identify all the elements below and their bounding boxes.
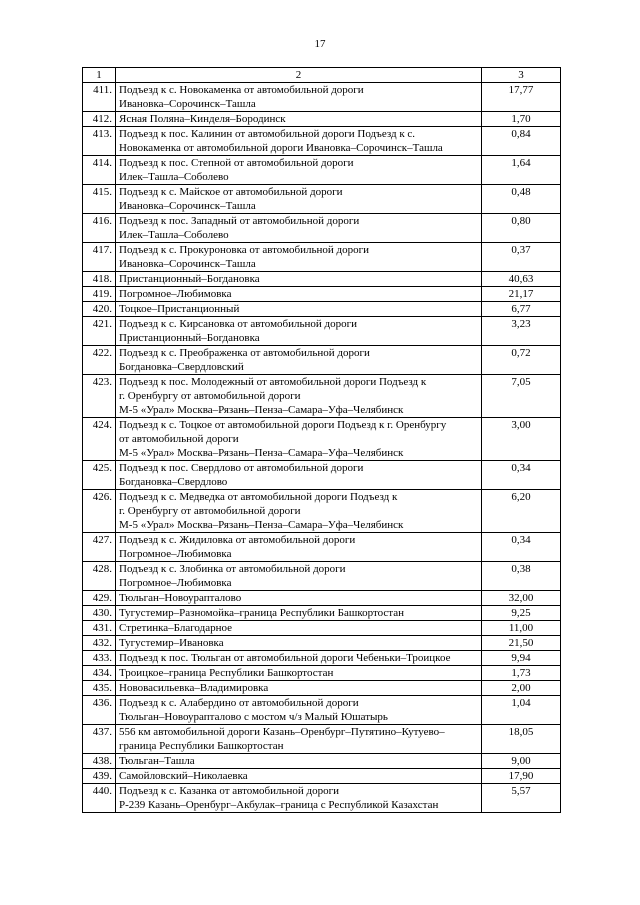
- road-name-line: Пристанционный–Богдановка: [119, 332, 260, 344]
- road-name-line: Самойловский–Николаевка: [119, 770, 248, 782]
- road-name: [116, 287, 482, 302]
- road-name: [116, 651, 482, 666]
- table-row: [83, 651, 561, 666]
- table-row: [83, 83, 561, 112]
- table-row: [83, 636, 561, 651]
- road-name-line: М-5 «Урал» Москва–Рязань–Пенза–Самара–Уфа–Челябинск: [119, 404, 404, 416]
- road-name: [116, 754, 482, 769]
- row-number: 415.: [83, 185, 116, 214]
- row-number: 431.: [83, 621, 116, 636]
- road-name-line: Троицкое–граница Республики Башкортостан: [119, 667, 334, 679]
- row-number: 423.: [83, 375, 116, 418]
- table-row: [83, 156, 561, 185]
- road-length: 1,70: [482, 112, 561, 127]
- road-name-line: Подъезд к пос. Тюльган от автомобильной дороги Чебеньки–Троицкое: [119, 652, 451, 664]
- road-length: 6,77: [482, 302, 561, 317]
- road-length: 11,00: [482, 621, 561, 636]
- road-length: 9,00: [482, 754, 561, 769]
- road-length: 0,72: [482, 346, 561, 375]
- table-row: [83, 725, 561, 754]
- table-row: [83, 533, 561, 562]
- row-number: 425.: [83, 461, 116, 490]
- road-name-line: Илек–Ташла–Соболево: [119, 171, 229, 183]
- road-name: [116, 461, 482, 490]
- table-row: [83, 302, 561, 317]
- table-row: [83, 666, 561, 681]
- road-name: [116, 317, 482, 346]
- road-name-line: Подъезд к пос. Западный от автомобильной дороги: [119, 215, 360, 227]
- road-length: 0,48: [482, 185, 561, 214]
- roads-table: [82, 67, 561, 813]
- road-name-line: Подъезд к с. Прокуроновка от автомобильной дороги: [119, 244, 370, 256]
- road-name-line: г. Оренбургу от автомобильной дороги: [119, 390, 301, 402]
- table-row: [83, 346, 561, 375]
- road-name-line: Подъезд к с. Кирсановка от автомобильной дороги: [119, 318, 358, 330]
- road-name: [116, 243, 482, 272]
- road-name: [116, 346, 482, 375]
- row-number: 438.: [83, 754, 116, 769]
- road-name-line: Илек–Ташла–Соболево: [119, 229, 229, 241]
- row-number: 428.: [83, 562, 116, 591]
- table-row: [83, 214, 561, 243]
- row-number: 420.: [83, 302, 116, 317]
- road-name: [116, 725, 482, 754]
- row-number: 417.: [83, 243, 116, 272]
- row-number: 429.: [83, 591, 116, 606]
- road-name-line: граница Республики Башкортостан: [119, 740, 284, 752]
- row-number: 422.: [83, 346, 116, 375]
- table-row: [83, 490, 561, 533]
- road-name-line: Подъезд к с. Преображенка от автомобильной дороги: [119, 347, 370, 359]
- road-name: [116, 185, 482, 214]
- table-row: [83, 375, 561, 418]
- row-number: 411.: [83, 83, 116, 112]
- road-name-line: Тугустемир–Ивановка: [119, 637, 224, 649]
- row-number: 413.: [83, 127, 116, 156]
- road-length: 5,57: [482, 784, 561, 813]
- road-name-line: Пристанционный–Богдановка: [119, 273, 260, 285]
- road-name-line: Ясная Поляна–Кинделя–Бородинск: [119, 113, 286, 125]
- row-number: 432.: [83, 636, 116, 651]
- row-number: 440.: [83, 784, 116, 813]
- road-name-line: М-5 «Урал» Москва–Рязань–Пенза–Самара–Уфа–Челябинск: [119, 519, 404, 531]
- road-length: 2,00: [482, 681, 561, 696]
- table-header-row: [83, 68, 561, 83]
- road-name-line: Подъезд к с. Казанка от автомобильной дороги: [119, 785, 340, 797]
- table-row: [83, 418, 561, 461]
- road-length: 9,94: [482, 651, 561, 666]
- road-length: 0,38: [482, 562, 561, 591]
- road-name: [116, 681, 482, 696]
- table-row: [83, 696, 561, 725]
- table-row: [83, 562, 561, 591]
- road-length: 17,77: [482, 83, 561, 112]
- road-length: 9,25: [482, 606, 561, 621]
- road-name-line: Р-239 Казань–Оренбург–Акбулак–граница с Республикой Казахстан: [119, 799, 439, 811]
- road-name: [116, 606, 482, 621]
- road-name-line: Богдановка–Свердловский: [119, 361, 244, 373]
- road-name-line: Ивановка–Сорочинск–Ташла: [119, 200, 256, 212]
- road-name-line: Богдановка–Свердлово: [119, 476, 228, 488]
- road-length: 0,84: [482, 127, 561, 156]
- table-row: [83, 243, 561, 272]
- row-number: 419.: [83, 287, 116, 302]
- road-length: 21,17: [482, 287, 561, 302]
- table-body: [83, 83, 561, 813]
- road-name: [116, 156, 482, 185]
- road-name: [116, 127, 482, 156]
- row-number: 426.: [83, 490, 116, 533]
- road-name-line: Подъезд к с. Новокаменка от автомобильной дороги: [119, 84, 364, 96]
- row-number: 427.: [83, 533, 116, 562]
- table-row: [83, 591, 561, 606]
- road-length: 21,50: [482, 636, 561, 651]
- road-name-line: Тугустемир–Разномойка–граница Республики Башкортостан: [119, 607, 404, 619]
- road-name-line: 556 км автомобильной дороги Казань–Оренбург–Путятино–Кутуево–: [119, 726, 445, 738]
- table-row: [83, 769, 561, 784]
- road-name-line: Подъезд к пос. Калинин от автомобильной дороги Подъезд к с.: [119, 128, 416, 140]
- road-name-line: Подъезд к с. Злобинка от автомобильной дороги: [119, 563, 346, 575]
- road-name-line: Подъезд к с. Алабердино от автомобильной дороги: [119, 697, 359, 709]
- road-length: 1,73: [482, 666, 561, 681]
- table-row: [83, 461, 561, 490]
- road-name: [116, 621, 482, 636]
- road-name-line: Подъезд к пос. Степной от автомобильной дороги: [119, 157, 354, 169]
- table-row: [83, 681, 561, 696]
- road-name-line: Погромное–Любимовка: [119, 288, 232, 300]
- road-name-line: г. Оренбургу от автомобильной дороги: [119, 505, 301, 517]
- road-length: 18,05: [482, 725, 561, 754]
- table-row: [83, 185, 561, 214]
- table-row: [83, 272, 561, 287]
- road-length: 3,23: [482, 317, 561, 346]
- road-length: 3,00: [482, 418, 561, 461]
- road-name-line: Тюльган–Новоурапталово: [119, 592, 242, 604]
- road-name-line: Стретинка–Благодарное: [119, 622, 233, 634]
- road-name-line: Тюльган–Новоурапталово с мостом ч/з Малый Юшатырь: [119, 711, 388, 723]
- road-name-line: Ивановка–Сорочинск–Ташла: [119, 98, 256, 110]
- row-number: 412.: [83, 112, 116, 127]
- row-number: 434.: [83, 666, 116, 681]
- road-name-line: Новокаменка от автомобильной дороги Ивановка–Сорочинск–Ташла: [119, 142, 443, 154]
- road-name: [116, 784, 482, 813]
- table-row: [83, 112, 561, 127]
- column-header-length: 3: [482, 68, 561, 83]
- road-name-line: М-5 «Урал» Москва–Рязань–Пенза–Самара–Уфа–Челябинск: [119, 447, 404, 459]
- road-name-line: Ивановка–Сорочинск–Ташла: [119, 258, 256, 270]
- road-length: 6,20: [482, 490, 561, 533]
- road-length: 0,34: [482, 461, 561, 490]
- road-name: [116, 214, 482, 243]
- road-name-line: от автомобильной дороги: [119, 433, 239, 445]
- road-length: 40,63: [482, 272, 561, 287]
- road-name: [116, 83, 482, 112]
- road-name-line: Тоцкое–Пристанционный: [119, 303, 240, 315]
- road-length: 32,00: [482, 591, 561, 606]
- road-name: [116, 112, 482, 127]
- road-length: 1,64: [482, 156, 561, 185]
- row-number: 416.: [83, 214, 116, 243]
- row-number: 435.: [83, 681, 116, 696]
- table-row: [83, 784, 561, 813]
- road-name-line: Подъезд к с. Майское от автомобильной дороги: [119, 186, 343, 198]
- road-name: [116, 302, 482, 317]
- road-name: [116, 375, 482, 418]
- road-length: 7,05: [482, 375, 561, 418]
- road-length: 0,34: [482, 533, 561, 562]
- table-row: [83, 754, 561, 769]
- table-row: [83, 317, 561, 346]
- road-name: [116, 666, 482, 681]
- row-number: 430.: [83, 606, 116, 621]
- road-name-line: Погромное–Любимовка: [119, 577, 232, 589]
- road-name-line: Подъезд к с. Медведка от автомобильной дороги Подъезд к: [119, 491, 398, 503]
- road-length: 0,80: [482, 214, 561, 243]
- row-number: 421.: [83, 317, 116, 346]
- road-length: 1,04: [482, 696, 561, 725]
- road-name: [116, 272, 482, 287]
- row-number: 439.: [83, 769, 116, 784]
- page-number: 17: [314, 38, 326, 50]
- road-name: [116, 636, 482, 651]
- table-row: [83, 127, 561, 156]
- row-number: 414.: [83, 156, 116, 185]
- column-header-number: 1: [83, 68, 116, 83]
- road-name-line: Тюльган–Ташла: [119, 755, 195, 767]
- road-length: 17,90: [482, 769, 561, 784]
- road-name-line: Подъезд к пос. Свердлово от автомобильной дороги: [119, 462, 364, 474]
- row-number: 433.: [83, 651, 116, 666]
- road-name: [116, 769, 482, 784]
- road-name-line: Подъезд к с. Тоцкое от автомобильной дороги Подъезд к г. Оренбургу: [119, 419, 447, 431]
- road-name: [116, 591, 482, 606]
- row-number: 418.: [83, 272, 116, 287]
- road-name: [116, 696, 482, 725]
- road-name: [116, 533, 482, 562]
- column-header-road-name: 2: [116, 68, 482, 83]
- road-name-line: Подъезд к с. Жидиловка от автомобильной дороги: [119, 534, 356, 546]
- road-name-line: Нововасильевка–Владимировка: [119, 682, 269, 694]
- road-name-line: Погромное–Любимовка: [119, 548, 232, 560]
- table-row: [83, 287, 561, 302]
- row-number: 424.: [83, 418, 116, 461]
- table-row: [83, 621, 561, 636]
- road-length: 0,37: [482, 243, 561, 272]
- table-row: [83, 606, 561, 621]
- road-name: [116, 562, 482, 591]
- road-name-line: Подъезд к пос. Молодежный от автомобильной дороги Подъезд к: [119, 376, 427, 388]
- road-name: [116, 490, 482, 533]
- row-number: 436.: [83, 696, 116, 725]
- row-number: 437.: [83, 725, 116, 754]
- road-name: [116, 418, 482, 461]
